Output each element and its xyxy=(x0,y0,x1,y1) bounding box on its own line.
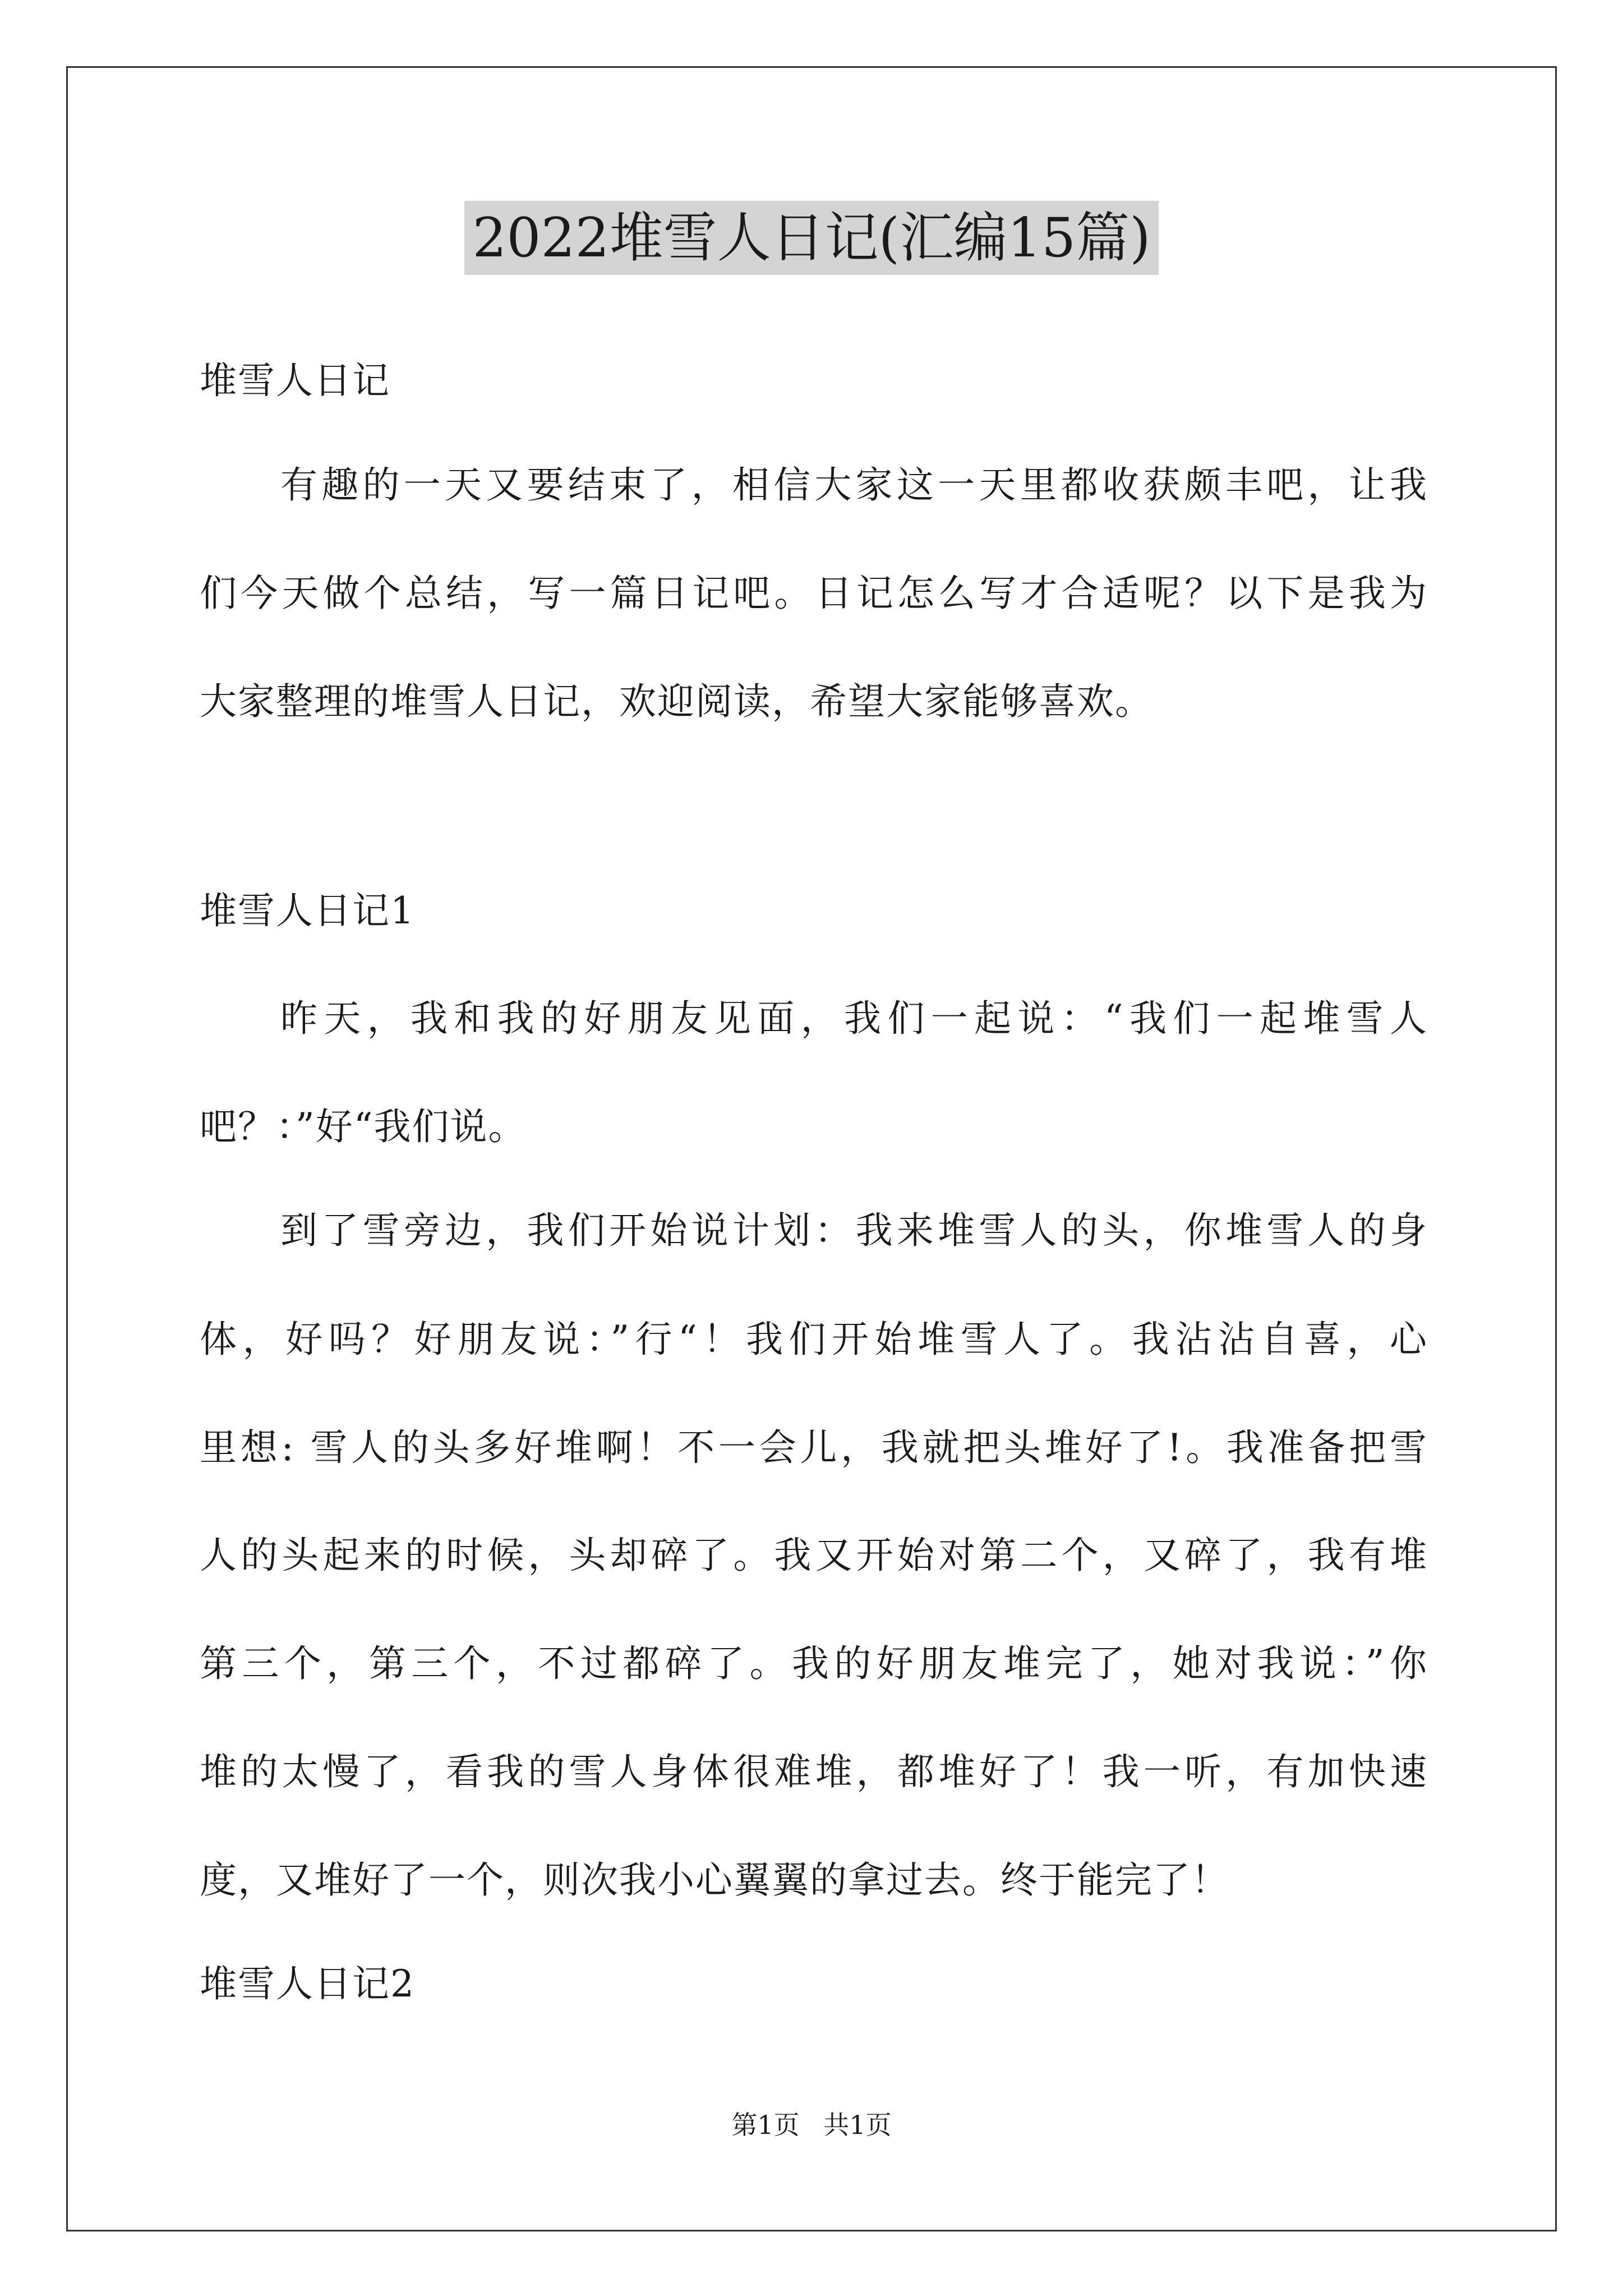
page-total: 共1页 xyxy=(823,2110,892,2140)
section1-para1-line-2: 吧？：”好“我们说。 xyxy=(200,1105,527,1148)
intro-line-2: 们今天做个总结，写一篇日记吧。日记怎么写才合适呢？以下是我为 xyxy=(200,572,1428,615)
intro-line-3: 大家整理的堆雪人日记，欢迎阅读，希望大家能够喜欢。 xyxy=(200,680,1153,723)
section1-para1-line-1: 昨天，我和我的好朋友见面，我们一起说：“我们一起堆雪人 xyxy=(280,997,1428,1040)
page-number: 第1页 xyxy=(731,2110,800,2140)
document-title: 2022堆雪人日记(汇编15篇) xyxy=(464,201,1158,275)
title-container xyxy=(0,201,1623,275)
section1-para2-line-2: 体，好吗？好朋友说：”行“！我们开始堆雪人了。我沾沾自喜，心 xyxy=(200,1318,1428,1361)
section1-para2-line-4: 人的头起来的时候，头却碎了。我又开始对第二个，又碎了，我有堆 xyxy=(200,1534,1428,1577)
section1-para2-line-1: 到了雪旁边，我们开始说计划：我来堆雪人的头，你堆雪人的身 xyxy=(280,1209,1428,1252)
section1-para2-line-3: 里想: 雪人的头多好堆啊！不一会儿，我就把头堆好了!。我准备把雪 xyxy=(200,1426,1428,1469)
section1-para2-line-6: 堆的太慢了，看我的雪人身体很难堆，都堆好了！我一听，有加快速 xyxy=(200,1750,1428,1793)
intro-heading: 堆雪人日记 xyxy=(200,359,390,402)
page-footer xyxy=(0,2108,1623,2142)
section1-heading: 堆雪人日记1 xyxy=(200,889,415,932)
section1-para2-line-5: 第三个，第三个，不过都碎了。我的好朋友堆完了，她对我说：”你 xyxy=(200,1642,1428,1685)
section2-heading: 堆雪人日记2 xyxy=(200,1962,415,2005)
intro-line-1: 有趣的一天又要结束了，相信大家这一天里都收获颇丰吧，让我 xyxy=(280,463,1428,507)
section1-para2-line-7: 度，又堆好了一个，则次我小心翼翼的拿过去。终于能完了！ xyxy=(200,1858,1229,1902)
